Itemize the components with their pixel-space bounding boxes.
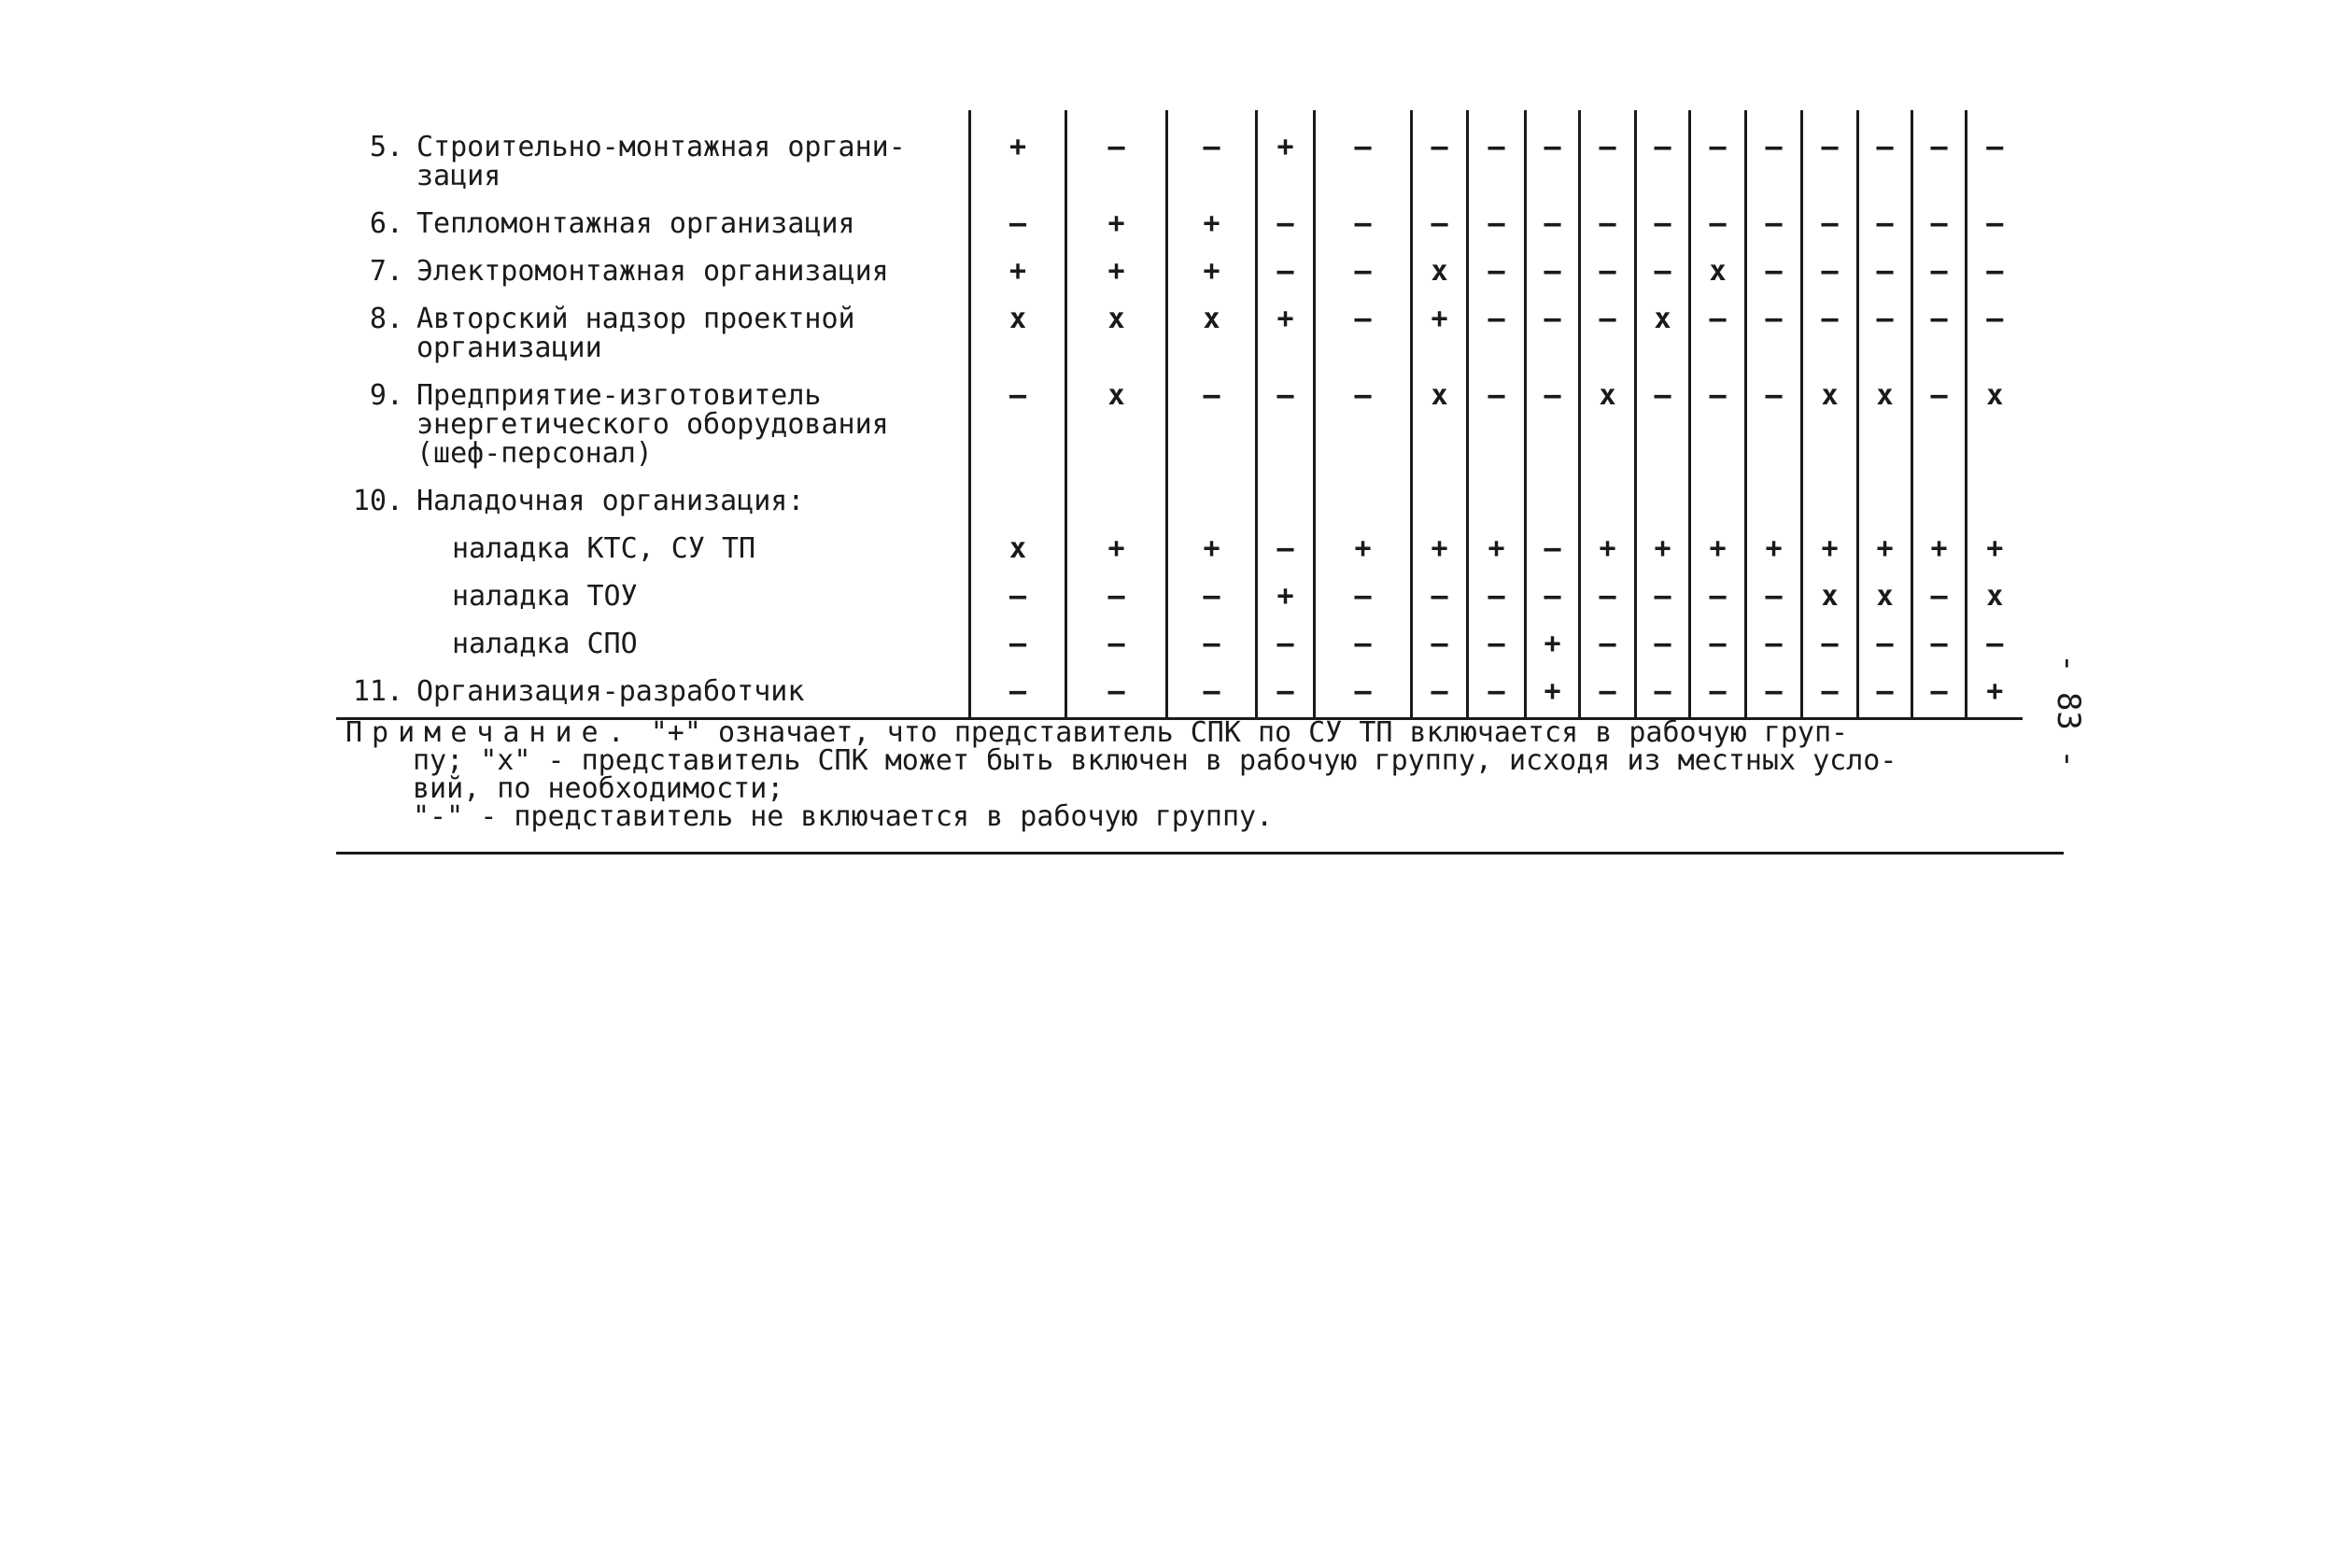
table-row <box>336 662 2023 719</box>
mark-cell <box>1746 472 1802 519</box>
mark-cell: – <box>970 194 1066 242</box>
mark-cell: – <box>1167 110 1257 194</box>
mark-cell: – <box>1412 662 1468 719</box>
mark-cell: + <box>1257 110 1315 194</box>
row-label-cell <box>336 290 970 366</box>
page-number: - 83 - <box>2050 654 2087 769</box>
mark-cell: x <box>1580 366 1636 472</box>
mark-cell: – <box>1636 662 1690 719</box>
note-line-4: "-" - представитель не включается в рабочую группу. <box>413 800 1274 833</box>
mark-cell <box>1315 472 1412 519</box>
mark-cell: – <box>1858 614 1912 662</box>
mark-cell: – <box>1912 614 1967 662</box>
mark-cell: – <box>1257 614 1315 662</box>
row-number <box>336 534 416 563</box>
mark-cell: – <box>1636 614 1690 662</box>
mark-cell: – <box>1690 567 1746 614</box>
mark-cell: – <box>1315 194 1412 242</box>
mark-cell: + <box>1967 662 2023 719</box>
mark-cell: – <box>1580 242 1636 290</box>
mark-cell: – <box>1257 242 1315 290</box>
mark-cell: + <box>1526 662 1580 719</box>
row-label <box>336 582 968 611</box>
row-text: Строительно-монтажная органи- зация <box>416 131 906 192</box>
table-body <box>336 110 2023 719</box>
mark-cell: + <box>1257 567 1315 614</box>
mark-cell: – <box>1636 194 1690 242</box>
mark-cell: – <box>1912 242 1967 290</box>
mark-cell: – <box>1526 567 1580 614</box>
mark-cell <box>1967 472 2023 519</box>
row-text: наладка КТС, СУ ТП <box>452 532 756 565</box>
row-number: 8. <box>369 303 403 335</box>
table-row <box>336 614 2023 662</box>
row-number: 5. <box>369 131 403 163</box>
mark-cell: – <box>1912 290 1967 366</box>
mark-cell: – <box>1066 110 1167 194</box>
mark-cell: – <box>1690 194 1746 242</box>
mark-cell: – <box>1858 290 1912 366</box>
mark-cell: + <box>1636 519 1690 567</box>
mark-cell <box>1066 472 1167 519</box>
mark-cell: – <box>1912 110 1967 194</box>
row-text: Предприятие-изготовитель энергетического оборудования (шеф-персонал) <box>416 379 889 470</box>
mark-cell: – <box>1066 614 1167 662</box>
mark-cell: – <box>1412 194 1468 242</box>
mark-cell: – <box>1257 662 1315 719</box>
mark-cell: x <box>1967 366 2023 472</box>
mark-cell <box>1912 472 1967 519</box>
mark-cell: – <box>1690 290 1746 366</box>
mark-cell: – <box>1802 194 1858 242</box>
row-label-cell <box>336 472 970 519</box>
mark-cell: – <box>1468 614 1526 662</box>
table-row <box>336 472 2023 519</box>
mark-cell: – <box>1690 614 1746 662</box>
mark-cell: – <box>1858 242 1912 290</box>
table-row <box>336 242 2023 290</box>
mark-cell: – <box>1526 366 1580 472</box>
mark-cell: – <box>1315 662 1412 719</box>
mark-cell: – <box>1967 290 2023 366</box>
mark-cell: + <box>1967 519 2023 567</box>
row-label-cell <box>336 662 970 719</box>
row-label <box>336 209 968 238</box>
row-number <box>336 629 416 658</box>
mark-cell: x <box>1802 567 1858 614</box>
mark-cell: + <box>1580 519 1636 567</box>
mark-cell: + <box>1167 519 1257 567</box>
mark-cell <box>1257 472 1315 519</box>
mark-cell: – <box>1690 662 1746 719</box>
mark-cell: – <box>1802 242 1858 290</box>
mark-cell: – <box>1912 567 1967 614</box>
table-note <box>346 716 2064 833</box>
mark-cell: x <box>970 290 1066 366</box>
mark-cell: – <box>1746 567 1802 614</box>
mark-cell: – <box>1967 242 2023 290</box>
row-number: 6. <box>369 207 403 240</box>
mark-cell: – <box>1468 242 1526 290</box>
mark-cell: + <box>1066 242 1167 290</box>
mark-cell: – <box>1468 567 1526 614</box>
mark-cell: – <box>1315 242 1412 290</box>
mark-cell <box>1468 472 1526 519</box>
mark-cell: – <box>1167 614 1257 662</box>
mark-cell: – <box>1468 110 1526 194</box>
mark-cell: + <box>1066 194 1167 242</box>
mark-cell <box>1802 472 1858 519</box>
row-label-cell <box>336 366 970 472</box>
mark-cell: – <box>1580 614 1636 662</box>
mark-cell: – <box>1802 110 1858 194</box>
mark-cell: – <box>1802 662 1858 719</box>
mark-cell: – <box>1315 567 1412 614</box>
mark-cell: – <box>1580 110 1636 194</box>
note-line-2: пу; "x" - представитель СПК может быть включен в рабочую группу, исходя из местных усло- <box>413 744 1897 777</box>
mark-cell: – <box>1066 662 1167 719</box>
mark-cell: + <box>1468 519 1526 567</box>
mark-cell: – <box>1468 366 1526 472</box>
mark-cell: – <box>1412 567 1468 614</box>
mark-cell: – <box>1746 110 1802 194</box>
note-heading: Примечание. <box>346 716 634 749</box>
mark-cell: – <box>1580 290 1636 366</box>
mark-cell: – <box>1257 366 1315 472</box>
mark-cell: – <box>1412 110 1468 194</box>
mark-cell: – <box>1526 242 1580 290</box>
table-row <box>336 194 2023 242</box>
mark-cell: – <box>1526 519 1580 567</box>
mark-cell: – <box>1912 662 1967 719</box>
table-row <box>336 110 2023 194</box>
mark-cell: x <box>1858 366 1912 472</box>
mark-cell: x <box>1412 366 1468 472</box>
row-label-cell <box>336 194 970 242</box>
row-label <box>336 487 968 516</box>
mark-cell: – <box>1580 194 1636 242</box>
row-text: Наладочная организация: <box>416 485 805 517</box>
row-label-cell <box>336 242 970 290</box>
mark-cell: – <box>1746 242 1802 290</box>
mark-cell: – <box>1257 519 1315 567</box>
mark-cell: – <box>1967 110 2023 194</box>
mark-cell <box>1858 472 1912 519</box>
mark-cell: x <box>1167 290 1257 366</box>
mark-cell: – <box>1746 614 1802 662</box>
mark-cell: – <box>1468 194 1526 242</box>
row-text: наладка СПО <box>452 628 638 660</box>
table-row <box>336 567 2023 614</box>
mark-cell: + <box>1412 519 1468 567</box>
mark-cell: – <box>1257 194 1315 242</box>
mark-cell: – <box>1315 614 1412 662</box>
mark-cell: – <box>1746 366 1802 472</box>
row-number: 10. <box>352 485 403 517</box>
mark-cell: – <box>1468 290 1526 366</box>
mark-cell: x <box>1412 242 1468 290</box>
mark-cell: – <box>1967 614 2023 662</box>
row-text: Организация-разработчик <box>416 675 805 708</box>
mark-cell: – <box>1636 242 1690 290</box>
mark-cell <box>1636 472 1690 519</box>
mark-cell: – <box>1412 614 1468 662</box>
mark-cell: – <box>1315 110 1412 194</box>
row-text: Тепломонтажная организация <box>416 207 855 240</box>
row-label-cell <box>336 567 970 614</box>
row-text: Электромонтажная организация <box>416 255 889 288</box>
mark-cell: + <box>1912 519 1967 567</box>
mark-cell <box>1167 472 1257 519</box>
mark-cell: + <box>1802 519 1858 567</box>
mark-cell: + <box>1257 290 1315 366</box>
row-label <box>336 677 968 706</box>
mark-cell: – <box>1746 662 1802 719</box>
mark-cell: – <box>1526 290 1580 366</box>
row-number: 11. <box>352 675 403 708</box>
row-label <box>336 304 968 362</box>
row-label <box>336 629 968 658</box>
mark-cell: – <box>1636 567 1690 614</box>
mark-cell <box>1412 472 1468 519</box>
mark-cell: x <box>1802 366 1858 472</box>
mark-cell: – <box>1967 194 2023 242</box>
row-label <box>336 257 968 286</box>
mark-cell: – <box>1690 366 1746 472</box>
mark-cell <box>1690 472 1746 519</box>
mark-cell: + <box>1066 519 1167 567</box>
mark-cell: – <box>1315 290 1412 366</box>
mark-cell: – <box>1912 366 1967 472</box>
table-row <box>336 366 2023 472</box>
mark-cell: – <box>1912 194 1967 242</box>
mark-cell: + <box>970 242 1066 290</box>
mark-cell: – <box>1167 567 1257 614</box>
mark-cell: – <box>1066 567 1167 614</box>
mark-cell: + <box>1167 194 1257 242</box>
mark-cell: – <box>970 366 1066 472</box>
mark-cell: – <box>970 662 1066 719</box>
row-label-cell <box>336 614 970 662</box>
row-text: Авторский надзор проектной организации <box>416 303 855 364</box>
table-row <box>336 290 2023 366</box>
mark-cell: + <box>1746 519 1802 567</box>
note-line-3: вий, по необходимости; <box>413 772 784 805</box>
mark-cell: + <box>1526 614 1580 662</box>
mark-cell: – <box>1802 290 1858 366</box>
mark-cell: + <box>1858 519 1912 567</box>
mark-cell: – <box>970 614 1066 662</box>
mark-cell: – <box>1690 110 1746 194</box>
bottom-rule <box>336 852 2064 855</box>
mark-cell: – <box>1858 110 1912 194</box>
mark-cell: – <box>1636 110 1690 194</box>
mark-cell: – <box>1526 110 1580 194</box>
mark-cell: – <box>1167 366 1257 472</box>
table-row <box>336 519 2023 567</box>
mark-cell: – <box>1802 614 1858 662</box>
mark-cell: x <box>1690 242 1746 290</box>
row-number: 9. <box>369 379 403 412</box>
mark-cell: – <box>1580 567 1636 614</box>
row-label-cell <box>336 110 970 194</box>
row-number <box>336 582 416 611</box>
mark-cell: – <box>970 567 1066 614</box>
mark-cell: – <box>1858 662 1912 719</box>
mark-cell: – <box>1526 194 1580 242</box>
mark-cell: – <box>1580 662 1636 719</box>
mark-cell: – <box>1746 290 1802 366</box>
mark-cell: x <box>1967 567 2023 614</box>
mark-cell: – <box>1858 194 1912 242</box>
mark-cell <box>970 472 1066 519</box>
note-text-1: "+" означает, что представитель СПК по СУ ТП включается в рабочую груп- <box>650 716 1849 749</box>
row-label <box>336 534 968 563</box>
row-label <box>336 381 968 468</box>
row-text: наладка ТОУ <box>452 580 638 613</box>
mark-cell <box>1580 472 1636 519</box>
mark-cell: x <box>1066 366 1167 472</box>
mark-cell: – <box>1167 662 1257 719</box>
mark-cell: + <box>1167 242 1257 290</box>
note-line-1 <box>346 716 2064 749</box>
mark-cell: – <box>1746 194 1802 242</box>
row-number: 7. <box>369 255 403 288</box>
mark-cell: x <box>970 519 1066 567</box>
participants-table <box>336 110 2023 720</box>
mark-cell: + <box>1690 519 1746 567</box>
row-label-cell <box>336 519 970 567</box>
mark-cell: x <box>1858 567 1912 614</box>
mark-cell: + <box>1412 290 1468 366</box>
mark-cell: – <box>1636 366 1690 472</box>
mark-cell: x <box>1066 290 1167 366</box>
mark-cell <box>1526 472 1580 519</box>
row-label <box>336 133 968 191</box>
mark-cell: + <box>1315 519 1412 567</box>
mark-cell: – <box>1468 662 1526 719</box>
mark-cell: – <box>1315 366 1412 472</box>
mark-cell: x <box>1636 290 1690 366</box>
mark-cell: + <box>970 110 1066 194</box>
